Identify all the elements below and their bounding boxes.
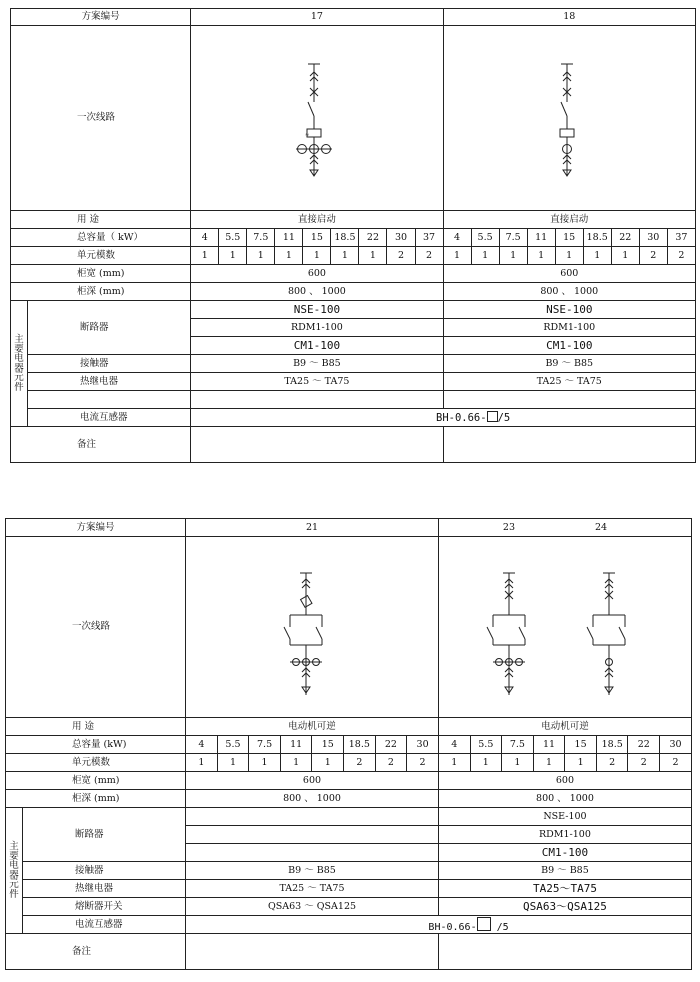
modules-cell: 2 xyxy=(415,247,443,265)
capacity-cell: 30 xyxy=(639,229,667,247)
modules-cell: 2 xyxy=(596,754,628,772)
breaker-value-21 xyxy=(186,826,439,844)
scheme-number-21: 21 xyxy=(186,519,439,537)
ct-suffix: /5 xyxy=(496,921,509,933)
single-line-diagram-17 xyxy=(191,26,443,210)
capacity-cell: 4 xyxy=(438,736,470,754)
modules-label: 单元模数 xyxy=(11,247,191,265)
note-label: 备注 xyxy=(6,934,186,970)
usage-value-23-24: 电动机可逆 xyxy=(438,718,691,736)
scheme-number-23-24 xyxy=(438,519,691,537)
capacity-cell: 15 xyxy=(565,736,597,754)
blank-box-icon xyxy=(477,917,491,931)
circuit-label: 一次线路 xyxy=(11,26,191,211)
contactor-value-17: B9 ～ B85 xyxy=(191,355,443,373)
capacity-cell: 4 xyxy=(191,229,219,247)
modules-cell: 1 xyxy=(583,247,611,265)
modules-cell: 1 xyxy=(471,247,499,265)
fuse-switch-value-23-24: QSA63～QSA125 xyxy=(438,898,691,916)
fuse-switch-value-21: QSA63 ～ QSA125 xyxy=(186,898,439,916)
note-cell xyxy=(186,934,439,970)
depth-label: 柜深 (mm) xyxy=(11,283,191,301)
breaker-value-18: RDM1-100 xyxy=(443,319,695,337)
depth-value-17: 800 、 1000 xyxy=(191,283,443,301)
note-cell xyxy=(191,427,443,463)
scheme-label: 方案编号 xyxy=(6,519,186,537)
contactor-label: 接触器 xyxy=(28,355,191,373)
ct-value xyxy=(191,409,696,427)
modules-cell: 1 xyxy=(502,754,534,772)
circuit-label: 一次线路 xyxy=(6,537,186,718)
capacity-cell: 18.5 xyxy=(331,229,359,247)
relay-value-18: TA25 ～ TA75 xyxy=(443,373,695,391)
modules-cell: 2 xyxy=(667,247,695,265)
usage-label: 用 途 xyxy=(11,211,191,229)
modules-cell: 1 xyxy=(280,754,312,772)
breaker-value-17: CM1-100 xyxy=(191,337,443,355)
capacity-cell: 7.5 xyxy=(247,229,275,247)
main-components-label: 主 要 电 器 元 件 xyxy=(6,808,23,934)
single-line-diagram-18 xyxy=(444,26,696,210)
capacity-cell: 18.5 xyxy=(583,229,611,247)
modules-cell: 1 xyxy=(219,247,247,265)
relay-value-21: TA25 ～ TA75 xyxy=(186,880,439,898)
modules-cell: 2 xyxy=(407,754,439,772)
modules-cell: 1 xyxy=(611,247,639,265)
modules-cell: 1 xyxy=(438,754,470,772)
ct-label: 电流互感器 xyxy=(28,409,191,427)
capacity-cell: 22 xyxy=(359,229,387,247)
empty-label-cell xyxy=(28,391,191,409)
scheme-table-2 xyxy=(5,518,692,970)
capacity-label: 总容量（ kW） xyxy=(11,229,191,247)
note-cell xyxy=(438,934,691,970)
width-value-18: 600 xyxy=(443,265,695,283)
modules-cell: 1 xyxy=(499,247,527,265)
note-cell xyxy=(443,427,695,463)
modules-cell: 2 xyxy=(387,247,415,265)
capacity-cell: 15 xyxy=(555,229,583,247)
usage-label: 用 途 xyxy=(6,718,186,736)
capacity-cell: 5.5 xyxy=(471,229,499,247)
capacity-cell: 4 xyxy=(443,229,471,247)
usage-value-18: 直接启动 xyxy=(443,211,695,229)
capacity-cell: 11 xyxy=(275,229,303,247)
breaker-value-17: NSE-100 xyxy=(191,301,443,319)
contactor-label: 接触器 xyxy=(23,862,186,880)
modules-cell: 2 xyxy=(660,754,692,772)
capacity-cell: 37 xyxy=(667,229,695,247)
contactor-value-21: B9 ～ B85 xyxy=(186,862,439,880)
fuse-switch-label: 熔断器开关 xyxy=(23,898,186,916)
modules-cell: 1 xyxy=(443,247,471,265)
scheme-number-23: 23 xyxy=(502,521,516,533)
breaker-value-23-24: RDM1-100 xyxy=(438,826,691,844)
capacity-cell: 7.5 xyxy=(249,736,281,754)
modules-cell: 1 xyxy=(191,247,219,265)
ct-prefix: BH-0.66- xyxy=(436,412,487,425)
capacity-cell: 30 xyxy=(407,736,439,754)
capacity-cell: 5.5 xyxy=(219,229,247,247)
modules-cell: 1 xyxy=(217,754,249,772)
contactor-value-23-24: B9 ～ B85 xyxy=(438,862,691,880)
modules-cell: 1 xyxy=(312,754,344,772)
modules-cell: 1 xyxy=(303,247,331,265)
scheme-table-1 xyxy=(10,8,696,463)
modules-cell: 1 xyxy=(527,247,555,265)
capacity-cell: 18.5 xyxy=(596,736,628,754)
ct-suffix: /5 xyxy=(497,412,511,425)
depth-label: 柜深 (mm) xyxy=(6,790,186,808)
modules-cell: 1 xyxy=(555,247,583,265)
modules-cell: 1 xyxy=(249,754,281,772)
modules-cell: 1 xyxy=(247,247,275,265)
svg-text:≈: ≈ xyxy=(305,132,310,138)
empty-cell xyxy=(191,391,443,409)
modules-cell: 1 xyxy=(359,247,387,265)
modules-cell: 1 xyxy=(470,754,502,772)
depth-value-21: 800 、 1000 xyxy=(186,790,439,808)
ct-prefix: BH-0.66- xyxy=(428,921,477,933)
modules-cell: 2 xyxy=(344,754,376,772)
width-value-17: 600 xyxy=(191,265,443,283)
capacity-cell: 37 xyxy=(415,229,443,247)
breaker-value-17: RDM1-100 xyxy=(191,319,443,337)
capacity-cell: 5.5 xyxy=(217,736,249,754)
breaker-value-23-24: NSE-100 xyxy=(438,808,691,826)
capacity-cell: 7.5 xyxy=(499,229,527,247)
breaker-value-21 xyxy=(186,844,439,862)
contactor-value-18: B9 ～ B85 xyxy=(443,355,695,373)
relay-value-17: TA25 ～ TA75 xyxy=(191,373,443,391)
circuit-diagram-17 xyxy=(191,26,443,211)
capacity-cell: 11 xyxy=(280,736,312,754)
modules-cell: 1 xyxy=(331,247,359,265)
main-components-label: 主 要 电 器 元 件 xyxy=(11,301,28,427)
modules-cell: 2 xyxy=(639,247,667,265)
usage-value-21: 电动机可逆 xyxy=(186,718,439,736)
capacity-cell: 11 xyxy=(527,229,555,247)
modules-cell: 1 xyxy=(275,247,303,265)
modules-cell: 1 xyxy=(186,754,218,772)
width-value-23-24: 600 xyxy=(438,772,691,790)
scheme-number-24: 24 xyxy=(595,521,608,533)
capacity-label: 总容量 (kW) xyxy=(6,736,186,754)
modules-cell: 1 xyxy=(565,754,597,772)
width-label: 柜宽 (mm) xyxy=(11,265,191,283)
capacity-cell: 30 xyxy=(387,229,415,247)
modules-cell: 2 xyxy=(628,754,660,772)
relay-label: 热继电器 xyxy=(28,373,191,391)
ct-label: 电流互感器 xyxy=(23,916,186,934)
single-line-diagram-21 xyxy=(186,537,438,717)
depth-value-18: 800 、 1000 xyxy=(443,283,695,301)
scheme-number-17: 17 xyxy=(191,9,443,26)
capacity-cell: 5.5 xyxy=(470,736,502,754)
width-label: 柜宽 (mm) xyxy=(6,772,186,790)
capacity-cell: 30 xyxy=(660,736,692,754)
single-line-diagram-23-24 xyxy=(439,537,692,717)
circuit-diagram-21 xyxy=(186,537,439,718)
ct-value xyxy=(186,916,692,934)
scheme-label: 方案编号 xyxy=(11,9,191,26)
modules-cell: 2 xyxy=(375,754,407,772)
capacity-cell: 22 xyxy=(375,736,407,754)
breaker-value-18: CM1-100 xyxy=(443,337,695,355)
blank-box-icon xyxy=(487,411,498,422)
capacity-cell: 4 xyxy=(186,736,218,754)
circuit-diagram-23-24 xyxy=(438,537,691,718)
breaker-label: 断路器 xyxy=(23,808,186,862)
breaker-value-21 xyxy=(186,808,439,826)
scheme-number-18: 18 xyxy=(443,9,695,26)
capacity-cell: 11 xyxy=(533,736,565,754)
modules-label: 单元模数 xyxy=(6,754,186,772)
capacity-cell: 7.5 xyxy=(502,736,534,754)
width-value-21: 600 xyxy=(186,772,439,790)
capacity-cell: 15 xyxy=(303,229,331,247)
capacity-cell: 15 xyxy=(312,736,344,754)
breaker-label: 断路器 xyxy=(28,301,191,355)
relay-label: 热继电器 xyxy=(23,880,186,898)
modules-cell: 1 xyxy=(533,754,565,772)
relay-value-23-24: TA25～TA75 xyxy=(438,880,691,898)
empty-cell xyxy=(443,391,695,409)
note-label: 备注 xyxy=(11,427,191,463)
breaker-value-18: NSE-100 xyxy=(443,301,695,319)
breaker-value-23-24: CM1-100 xyxy=(438,844,691,862)
capacity-cell: 22 xyxy=(628,736,660,754)
usage-value-17: 直接启动 xyxy=(191,211,443,229)
capacity-cell: 22 xyxy=(611,229,639,247)
depth-value-23-24: 800 、 1000 xyxy=(438,790,691,808)
circuit-diagram-18 xyxy=(443,26,695,211)
capacity-cell: 18.5 xyxy=(344,736,376,754)
